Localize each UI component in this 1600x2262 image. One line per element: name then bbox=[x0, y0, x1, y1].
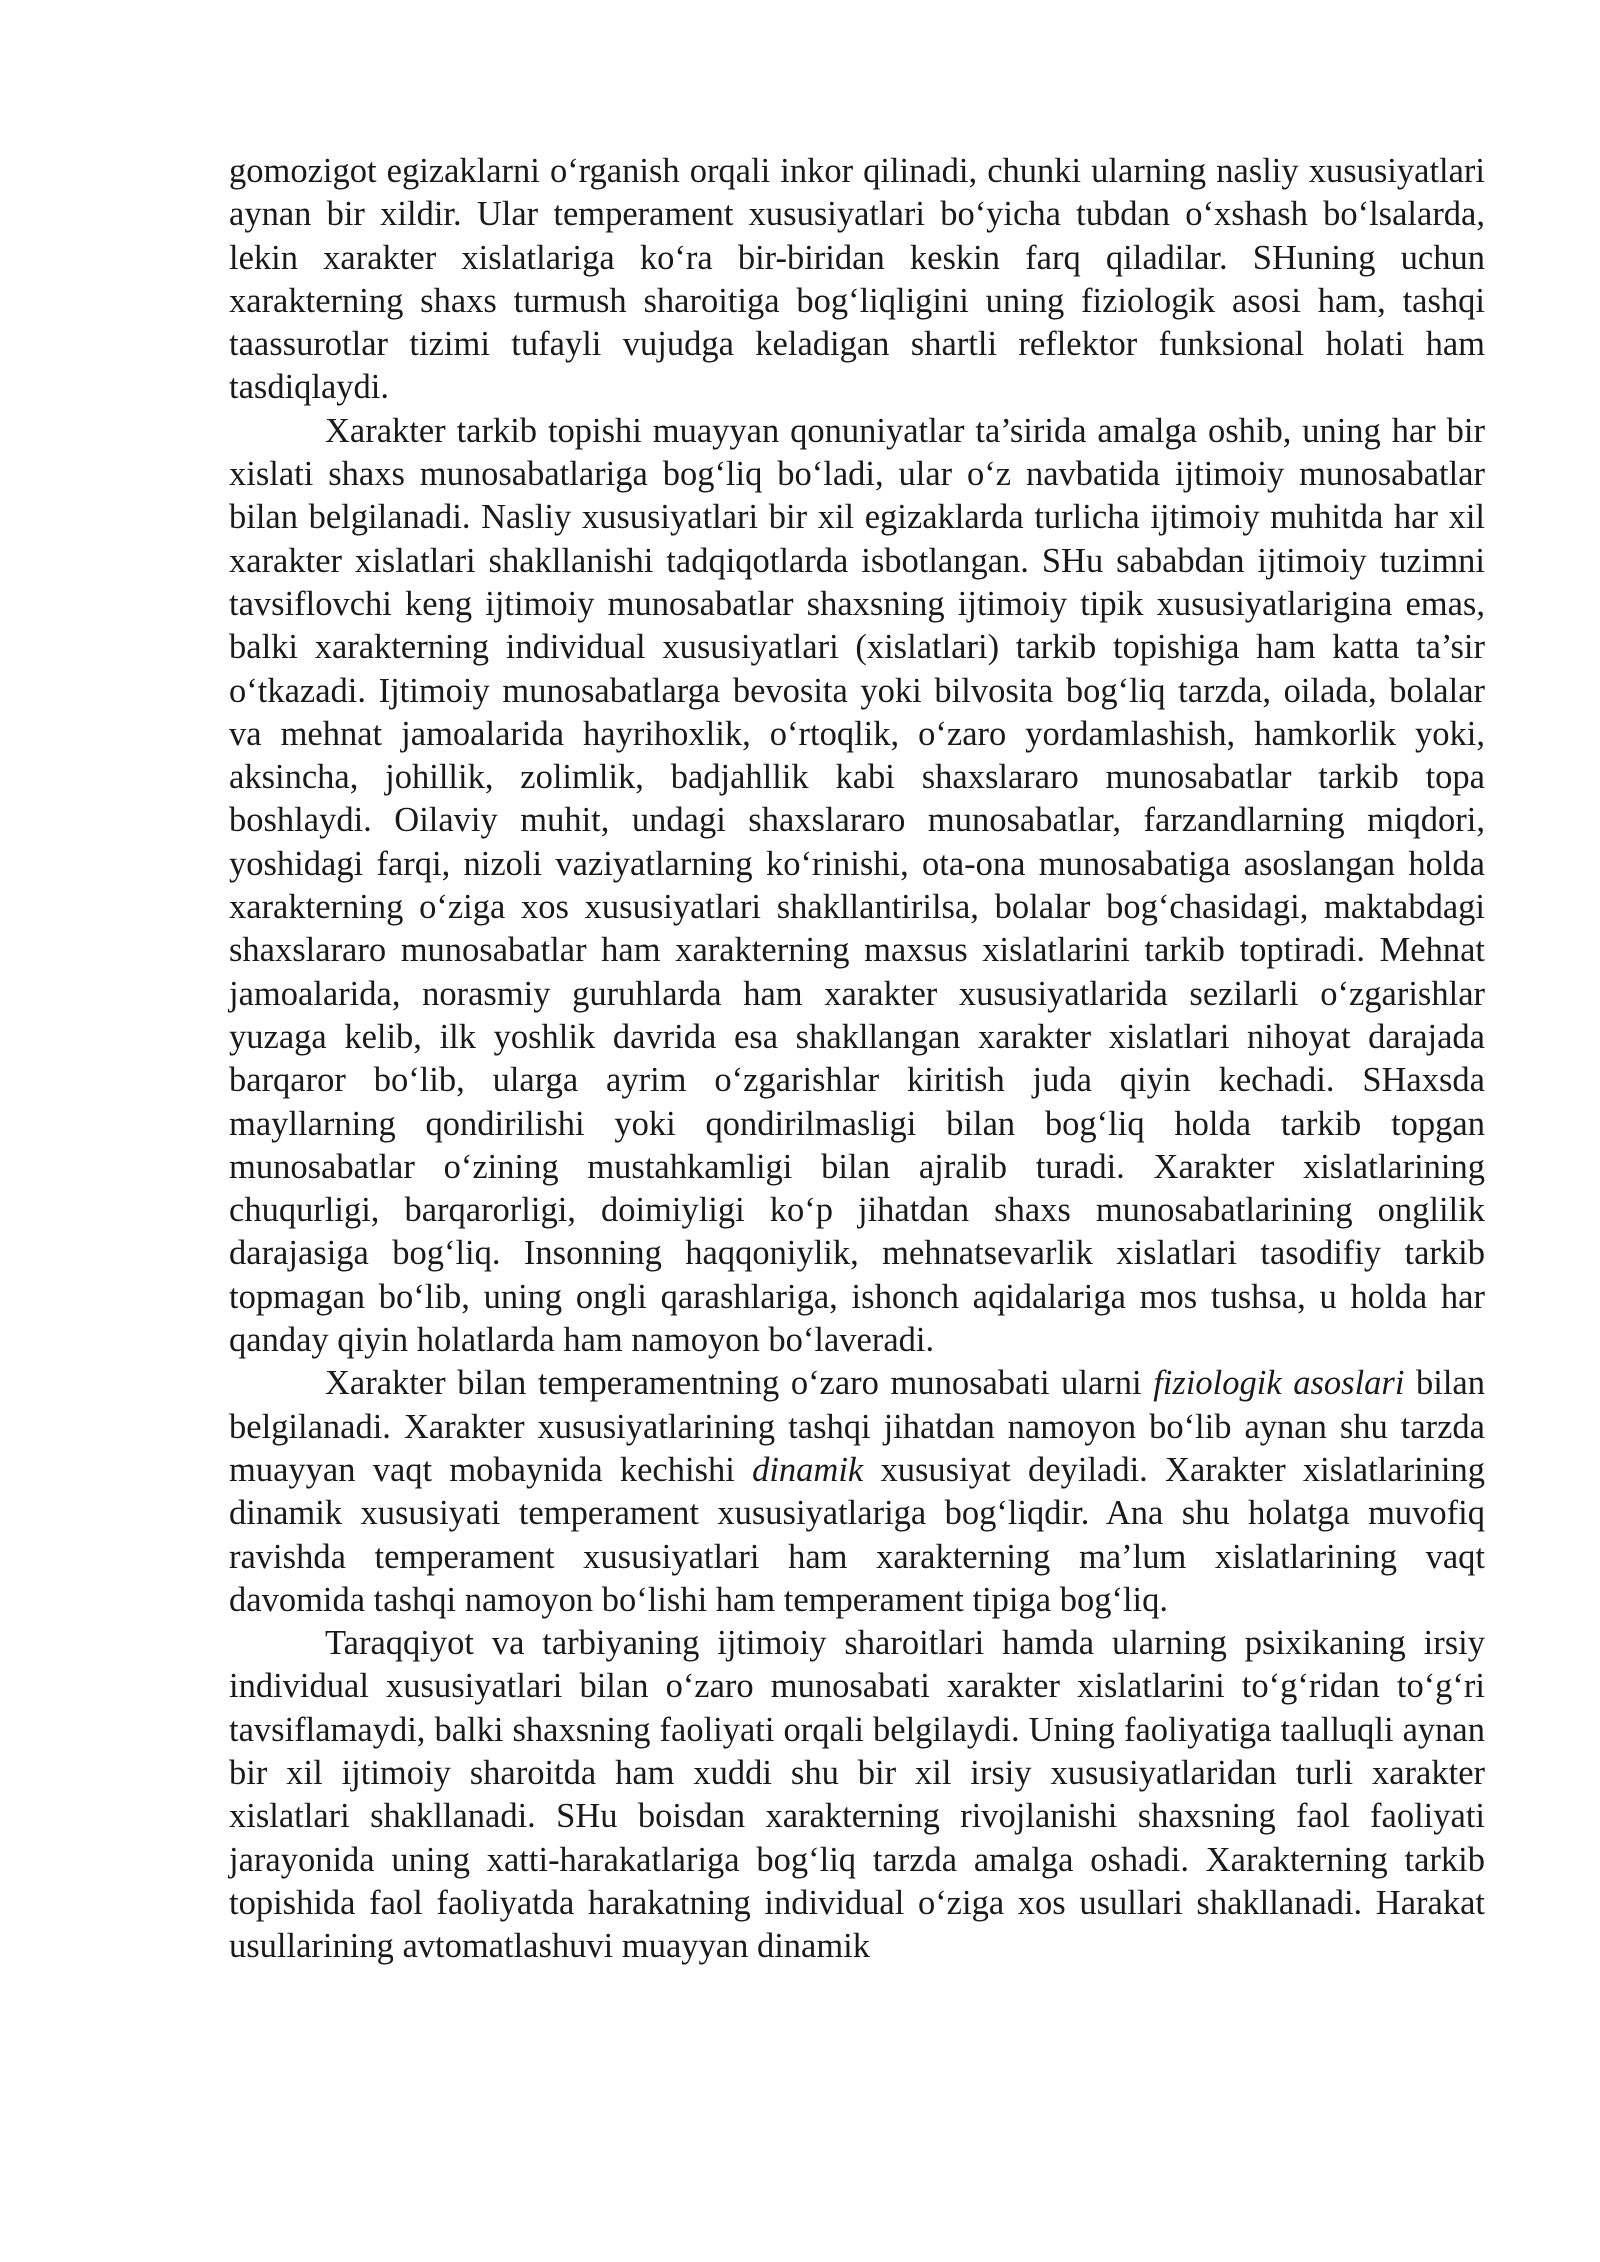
paragraph-3-text-a: Xarakter bilan temperamentning o‘zaro munosabati ularni bbox=[325, 1364, 1154, 1403]
paragraph-3-text-c: xususiyat deyiladi. Xarakter xislatlarining dinamik xususiyati temperament xususiyatlariga bog‘liqdir. Ana shu holatga muvofiq ravishda temperament xususiyatlari ham xarakterning ma’lum xislatlarining vaqt davomida tashqi namoyon bo‘lishi ham temperament tipiga bog‘liq. bbox=[229, 1450, 1485, 1619]
paragraph-2: Xarakter tarkib topishi muayyan qonuniyatlar ta’sirida amalga oshib, uning har bir xislati shaxs munosabatlariga bog‘liq bo‘ladi, ular o‘z navbatida ijtimoiy munosabatlar bilan belgilanadi. Nasliy xususiyatlari bir xil egizaklarda turlicha ijtimoiy muhitda har xil xarakter xislatlari shakllanishi tadqiqotlarda isbotlangan. SHu sababdan ijtimoiy tuzimni tavsiflovchi keng ijtimoiy munosabatlar shaxsning ijtimoiy tipik xususiyatlarigina emas, balki xarakterning individual xususiyatlari (xislatlari) tarkib topishiga ham katta ta’sir o‘tkazadi. Ijtimoiy munosabatlarga bevosita yoki bilvosita bog‘liq tarzda, oilada, bolalar va mehnat jamoalarida hayrihoxlik, o‘rtoqlik, o‘zaro yordamlashish, hamkorlik yoki, aksincha, johillik, zolimlik, badjahllik kabi shaxslararo munosabatlar tarkib topa boshlaydi. Oilaviy muhit, undagi shaxslararo munosabatlar, farzandlarning miqdori, yoshidagi farqi, nizoli vaziyatlarning ko‘rinishi, ota-ona munosabatiga asoslangan holda xarakterning o‘ziga xos xususiyatlari shakllantirilsa, bolalar bog‘chasidagi, maktabdagi shaxslararo munosabatlar ham xarakterning maxsus xislatlarini tarkib toptiradi. Mehnat jamoalarida, norasmiy guruhlarda ham xarakter xususiyatlarida sezilarli o‘zgarishlar yuzaga kelib, ilk yoshlik davrida esa shakllangan xarakter xislatlari nihoyat darajada barqaror bo‘lib, ularga ayrim o‘zgarishlar kiritish juda qiyin kechadi. SHaxsda mayllarning qondirilishi yoki qondirilmasligi bilan bog‘liq holda tarkib topgan munosabatlar o‘zining mustahkamligi bilan ajralib turadi. Xarakter xislatlarining chuqurligi, barqarorligi, doimiyligi ko‘p jihatdan shaxs munosabatlarining onglilik darajasiga bog‘liq. Insonning haqqoniylik, mehnatsevarlik xislatlari tasodifiy tarkib topmagan bo‘lib, uning ongli qarashlariga, ishonch aqidalariga mos tushsa, u holda har qanday qiyin holatlarda ham namoyon bo‘laveradi. bbox=[229, 411, 1485, 1360]
paragraph-3 bbox=[229, 1362, 1485, 1622]
document-page bbox=[229, 150, 1485, 1968]
paragraph-3-text-b: bilan belgilanadi. Xarakter xususiyatlarining tashqi jihatdan namoyon bo‘lib aynan shu tarzda muayyan vaqt mobaynida kechishi bbox=[229, 1364, 1485, 1489]
paragraph-1: gomozigot egizaklarni o‘rganish orqali inkor qilinadi, chunki ularning nasliy xususiyatlari aynan bir xildir. Ular temperament xususiyatlari bo‘yicha tubdan o‘xshash bo‘lsalarda, lekin xarakter xislatlariga ko‘ra bir-biridan keskin farq qiladilar. SHuning uchun xarakterning shaxs turmush sharoitiga bog‘liqligini uning fiziologik asosi ham, tashqi taassurotlar tizimi tufayli vujudga keladigan shartli reflektor funksional holati ham tasdiqlaydi. bbox=[229, 152, 1485, 407]
italic-term-dinamik: dinamik bbox=[752, 1450, 864, 1489]
paragraph-4: Taraqqiyot va tarbiyaning ijtimoiy sharoitlari hamda ularning psixikaning irsiy individual xususiyatlari bilan o‘zaro munosabati xarakter xislatlarini to‘g‘ridan to‘g‘ri tavsiflamaydi, balki shaxsning faoliyati orqali belgilaydi. Uning faoliyatiga taalluqli aynan bir xil ijtimoiy sharoitda ham xuddi shu bir xil irsiy xususiyatlaridan turli xarakter xislatlari shakllanadi. SHu boisdan xarakterning rivojlanishi shaxsning faol faoliyati jarayonida uning xatti-harakatlariga bog‘liq tarzda amalga oshadi. Xarakterning tarkib topishida faol faoliyatda harakatning individual o‘ziga xos usullari shakllanadi. Harakat usullarining avtomatlashuvi muayyan dinamik bbox=[229, 1624, 1485, 1966]
italic-term-fiziologik-asoslari: fiziologik asoslari bbox=[1153, 1364, 1405, 1403]
